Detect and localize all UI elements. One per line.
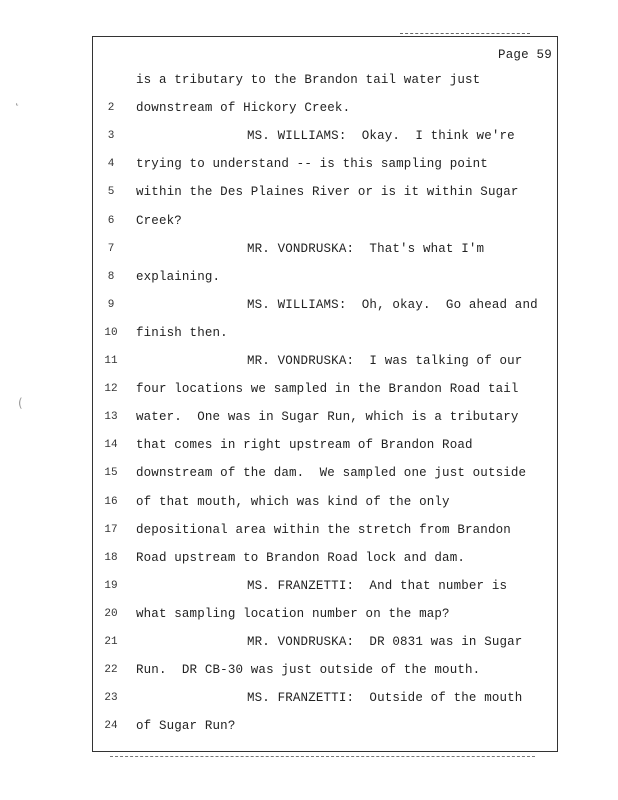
line-text: that comes in right upstream of Brandon Road (136, 438, 473, 453)
line-text: Run. DR CB-30 was just outside of the mouth. (136, 663, 481, 678)
transcript-line (92, 576, 558, 596)
transcript-line (92, 295, 558, 315)
transcript-line (92, 323, 558, 343)
line-text: MR. VONDRUSKA: I was talking of our (247, 354, 523, 368)
line-number: 21 (104, 636, 118, 648)
line-text: explaining. (136, 269, 221, 284)
line-number: 23 (104, 692, 118, 705)
line-number: 12 (104, 383, 118, 396)
line-text: of that mouth, which was kind of the only (136, 494, 450, 509)
line-text: finish then. (136, 325, 228, 340)
transcript-line (92, 492, 558, 512)
transcript-line (92, 211, 558, 231)
line-text: downstream of the dam. We sampled one just outside (136, 466, 527, 481)
transcript-line (92, 688, 558, 708)
transcript-line (92, 520, 558, 540)
transcript-line (92, 154, 558, 174)
line-number: 13 (104, 411, 118, 424)
line-text: Road upstream to Brandon Road lock and dam. (136, 550, 466, 565)
line-text: of Sugar Run? (136, 719, 236, 734)
line-number: 18 (104, 551, 118, 564)
transcript-line (92, 239, 558, 259)
transcript-line (92, 70, 558, 90)
line-number: 24 (104, 720, 118, 733)
line-number: 14 (104, 439, 118, 452)
transcript-line (92, 267, 558, 287)
line-number: 20 (104, 607, 118, 620)
line-text: Creek? (136, 213, 182, 228)
line-number: 7 (107, 242, 115, 255)
line-text: four locations we sampled in the Brandon Road tail (136, 382, 519, 397)
line-text: downstream of Hickory Creek. (136, 101, 351, 116)
line-number: 17 (104, 523, 118, 536)
line-number: 16 (104, 495, 118, 508)
margin-mark: ( (18, 396, 23, 410)
transcript-line (92, 98, 558, 118)
page-number: Page 59 (498, 48, 552, 62)
transcript-line (92, 379, 558, 399)
line-text: what sampling location number on the map? (136, 606, 450, 621)
line-number: 11 (104, 355, 118, 367)
line-text: MR. VONDRUSKA: DR 0831 was in Sugar (247, 635, 523, 649)
margin-mark: ˛ (14, 92, 20, 106)
line-number: 3 (107, 130, 115, 143)
transcript-line (92, 126, 558, 146)
line-text: MS. FRANZETTI: And that number is (247, 578, 508, 593)
transcript-line (92, 548, 558, 568)
line-text: MR. VONDRUSKA: That's what I'm (247, 241, 485, 256)
transcript-line (92, 463, 558, 483)
transcript-line (92, 632, 558, 652)
line-text: MS. WILLIAMS: Okay. I think we're (247, 129, 515, 144)
line-number: 6 (107, 214, 115, 227)
line-number: 5 (107, 186, 115, 199)
transcript-line (92, 407, 558, 427)
line-number: 22 (104, 664, 118, 677)
transcript-line (92, 182, 558, 202)
line-text: water. One was in Sugar Run, which is a tributary (136, 410, 519, 425)
line-text: depositional area within the stretch from Brandon (136, 522, 511, 537)
scan-edge-bottom (110, 756, 535, 757)
transcript-line (92, 660, 558, 680)
line-number: 4 (107, 158, 115, 171)
line-number: 2 (107, 102, 115, 115)
transcript-line (92, 351, 558, 371)
line-text: is a tributary to the Brandon tail water just (136, 73, 481, 87)
transcript-line (92, 716, 558, 736)
line-number: 9 (107, 298, 115, 311)
scan-edge-top (400, 33, 530, 34)
line-text: trying to understand -- is this sampling point (136, 157, 488, 172)
line-number: 15 (104, 467, 118, 480)
line-text: within the Des Plaines River or is it within Sugar (136, 185, 519, 200)
line-number: 19 (104, 579, 118, 592)
transcript-line (92, 435, 558, 455)
line-number: 10 (104, 326, 118, 339)
line-text: MS. FRANZETTI: Outside of the mouth (247, 691, 523, 706)
transcript-line (92, 604, 558, 624)
line-text: MS. WILLIAMS: Oh, okay. Go ahead and (247, 297, 538, 312)
line-number: 8 (107, 270, 115, 283)
